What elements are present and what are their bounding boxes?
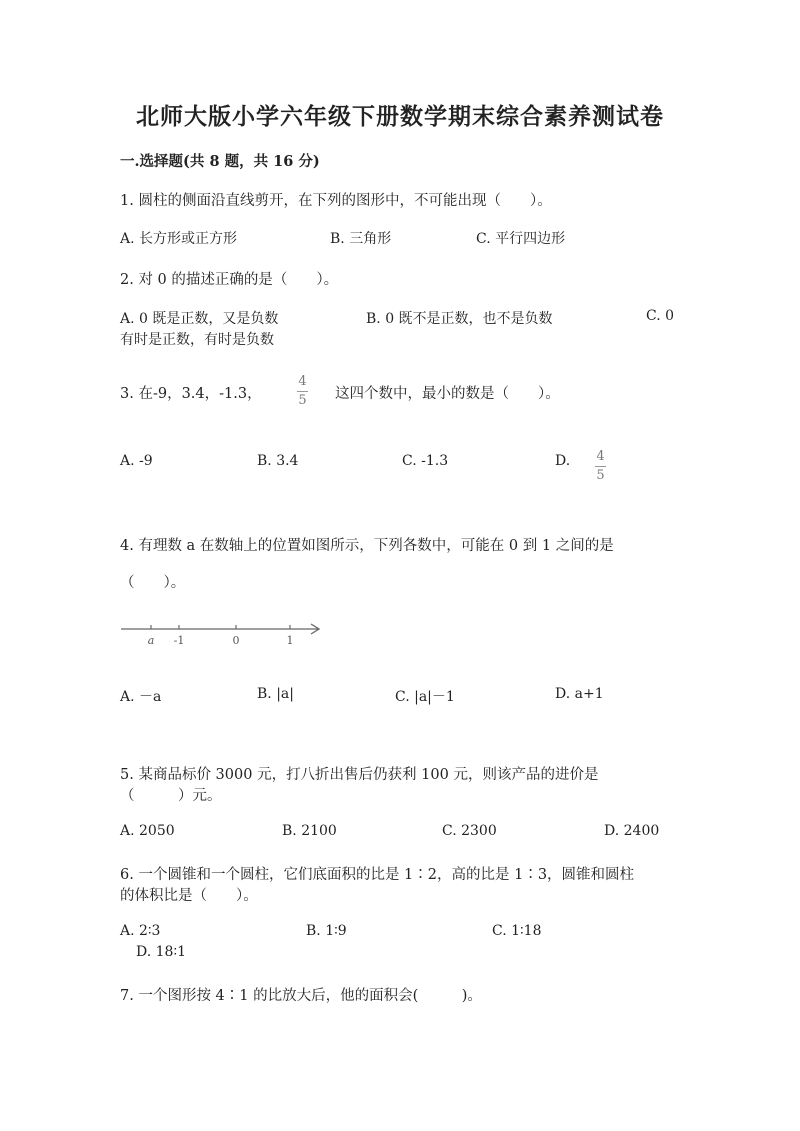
fraction-denominator: 5 bbox=[596, 468, 605, 483]
section-heading: 一.选择题(共 8 题，共 16 分) bbox=[120, 153, 320, 170]
question-2-option-b: B. 0 既不是正数，也不是负数 bbox=[366, 311, 553, 327]
question-1-stem: 1. 圆柱的侧面沿直线剪开，在下列的图形中，不可能出现（ ）。 bbox=[120, 193, 552, 209]
label-0: 0 bbox=[232, 634, 240, 647]
question-2-option-a: A. 0 既是正数，又是负数 bbox=[120, 311, 279, 327]
question-2-option-c: C. 0 bbox=[646, 308, 675, 324]
fraction-numerator: 4 bbox=[298, 374, 307, 389]
question-5-option-d: D. 2400 bbox=[604, 823, 660, 839]
question-2-stem: 2. 对 0 的描述正确的是（ ）。 bbox=[120, 272, 339, 288]
question-4-option-a: A. －a bbox=[120, 689, 162, 705]
label-1: 1 bbox=[286, 634, 294, 647]
question-3-stem-prefix: 3. 在-9，3.4，-1.3， bbox=[120, 386, 262, 402]
fraction-bar bbox=[595, 466, 606, 467]
question-1-option-c: C. 平行四边形 bbox=[476, 231, 566, 247]
question-5-option-b: B. 2100 bbox=[282, 823, 337, 839]
question-4-option-b: B. |a| bbox=[257, 686, 294, 702]
question-4-stem-continued: （ ）。 bbox=[120, 575, 186, 591]
page-title: 北师大版小学六年级下册数学期末综合素养测试卷 bbox=[136, 103, 664, 130]
question-6-stem-continued: 的体积比是（ ）。 bbox=[120, 888, 258, 904]
question-1-option-a: A. 长方形或正方形 bbox=[120, 231, 238, 247]
question-3-option-d: D. bbox=[555, 453, 571, 469]
label-a: a bbox=[147, 634, 155, 647]
question-6-option-a: A. 2∶3 bbox=[120, 923, 161, 939]
question-4-stem: 4. 有理数 a 在数轴上的位置如图所示，下列各数中，可能在 0 到 1 之间的是 bbox=[120, 538, 614, 554]
option-d-fraction bbox=[595, 450, 606, 483]
question-5-stem: 5. 某商品标价 3000 元，打八折出售后仍获利 100 元，则该产品的进价是 bbox=[120, 767, 599, 783]
question-1-option-b: B. 三角形 bbox=[330, 231, 392, 247]
question-2-option-c-continued: 有时是正数，有时是负数 bbox=[120, 332, 274, 348]
question-6-option-c: C. 1∶18 bbox=[492, 923, 542, 939]
question-4-option-d: D. a+1 bbox=[555, 686, 604, 702]
fraction-bar bbox=[297, 391, 308, 392]
number-line-figure bbox=[118, 615, 328, 655]
question-3-option-b: B. 3.4 bbox=[257, 453, 299, 469]
fraction-four-fifths bbox=[297, 375, 308, 408]
question-3-stem-suffix: 这四个数中，最小的数是（ ）。 bbox=[335, 386, 560, 402]
question-3-option-c: C. -1.3 bbox=[402, 453, 449, 469]
question-5-option-c: C. 2300 bbox=[442, 823, 497, 839]
question-5-option-a: A. 2050 bbox=[120, 823, 175, 839]
label-minus-1: -1 bbox=[173, 634, 185, 647]
question-6-option-d: D. 18∶1 bbox=[136, 944, 186, 960]
question-4-option-c: C. |a|－1 bbox=[395, 689, 455, 705]
fraction-denominator: 5 bbox=[298, 393, 307, 408]
question-6-option-b: B. 1∶9 bbox=[306, 923, 347, 939]
fraction-numerator: 4 bbox=[596, 449, 605, 464]
question-7-stem: 7. 一个图形按 4∶1 的比放大后，他的面积会( )。 bbox=[120, 988, 482, 1004]
question-5-stem-continued: （ ）元。 bbox=[120, 788, 222, 804]
question-3-option-a: A. -9 bbox=[120, 453, 153, 469]
question-6-stem: 6. 一个圆锥和一个圆柱，它们底面积的比是 1∶2，高的比是 1∶3，圆锥和圆柱 bbox=[120, 867, 635, 883]
